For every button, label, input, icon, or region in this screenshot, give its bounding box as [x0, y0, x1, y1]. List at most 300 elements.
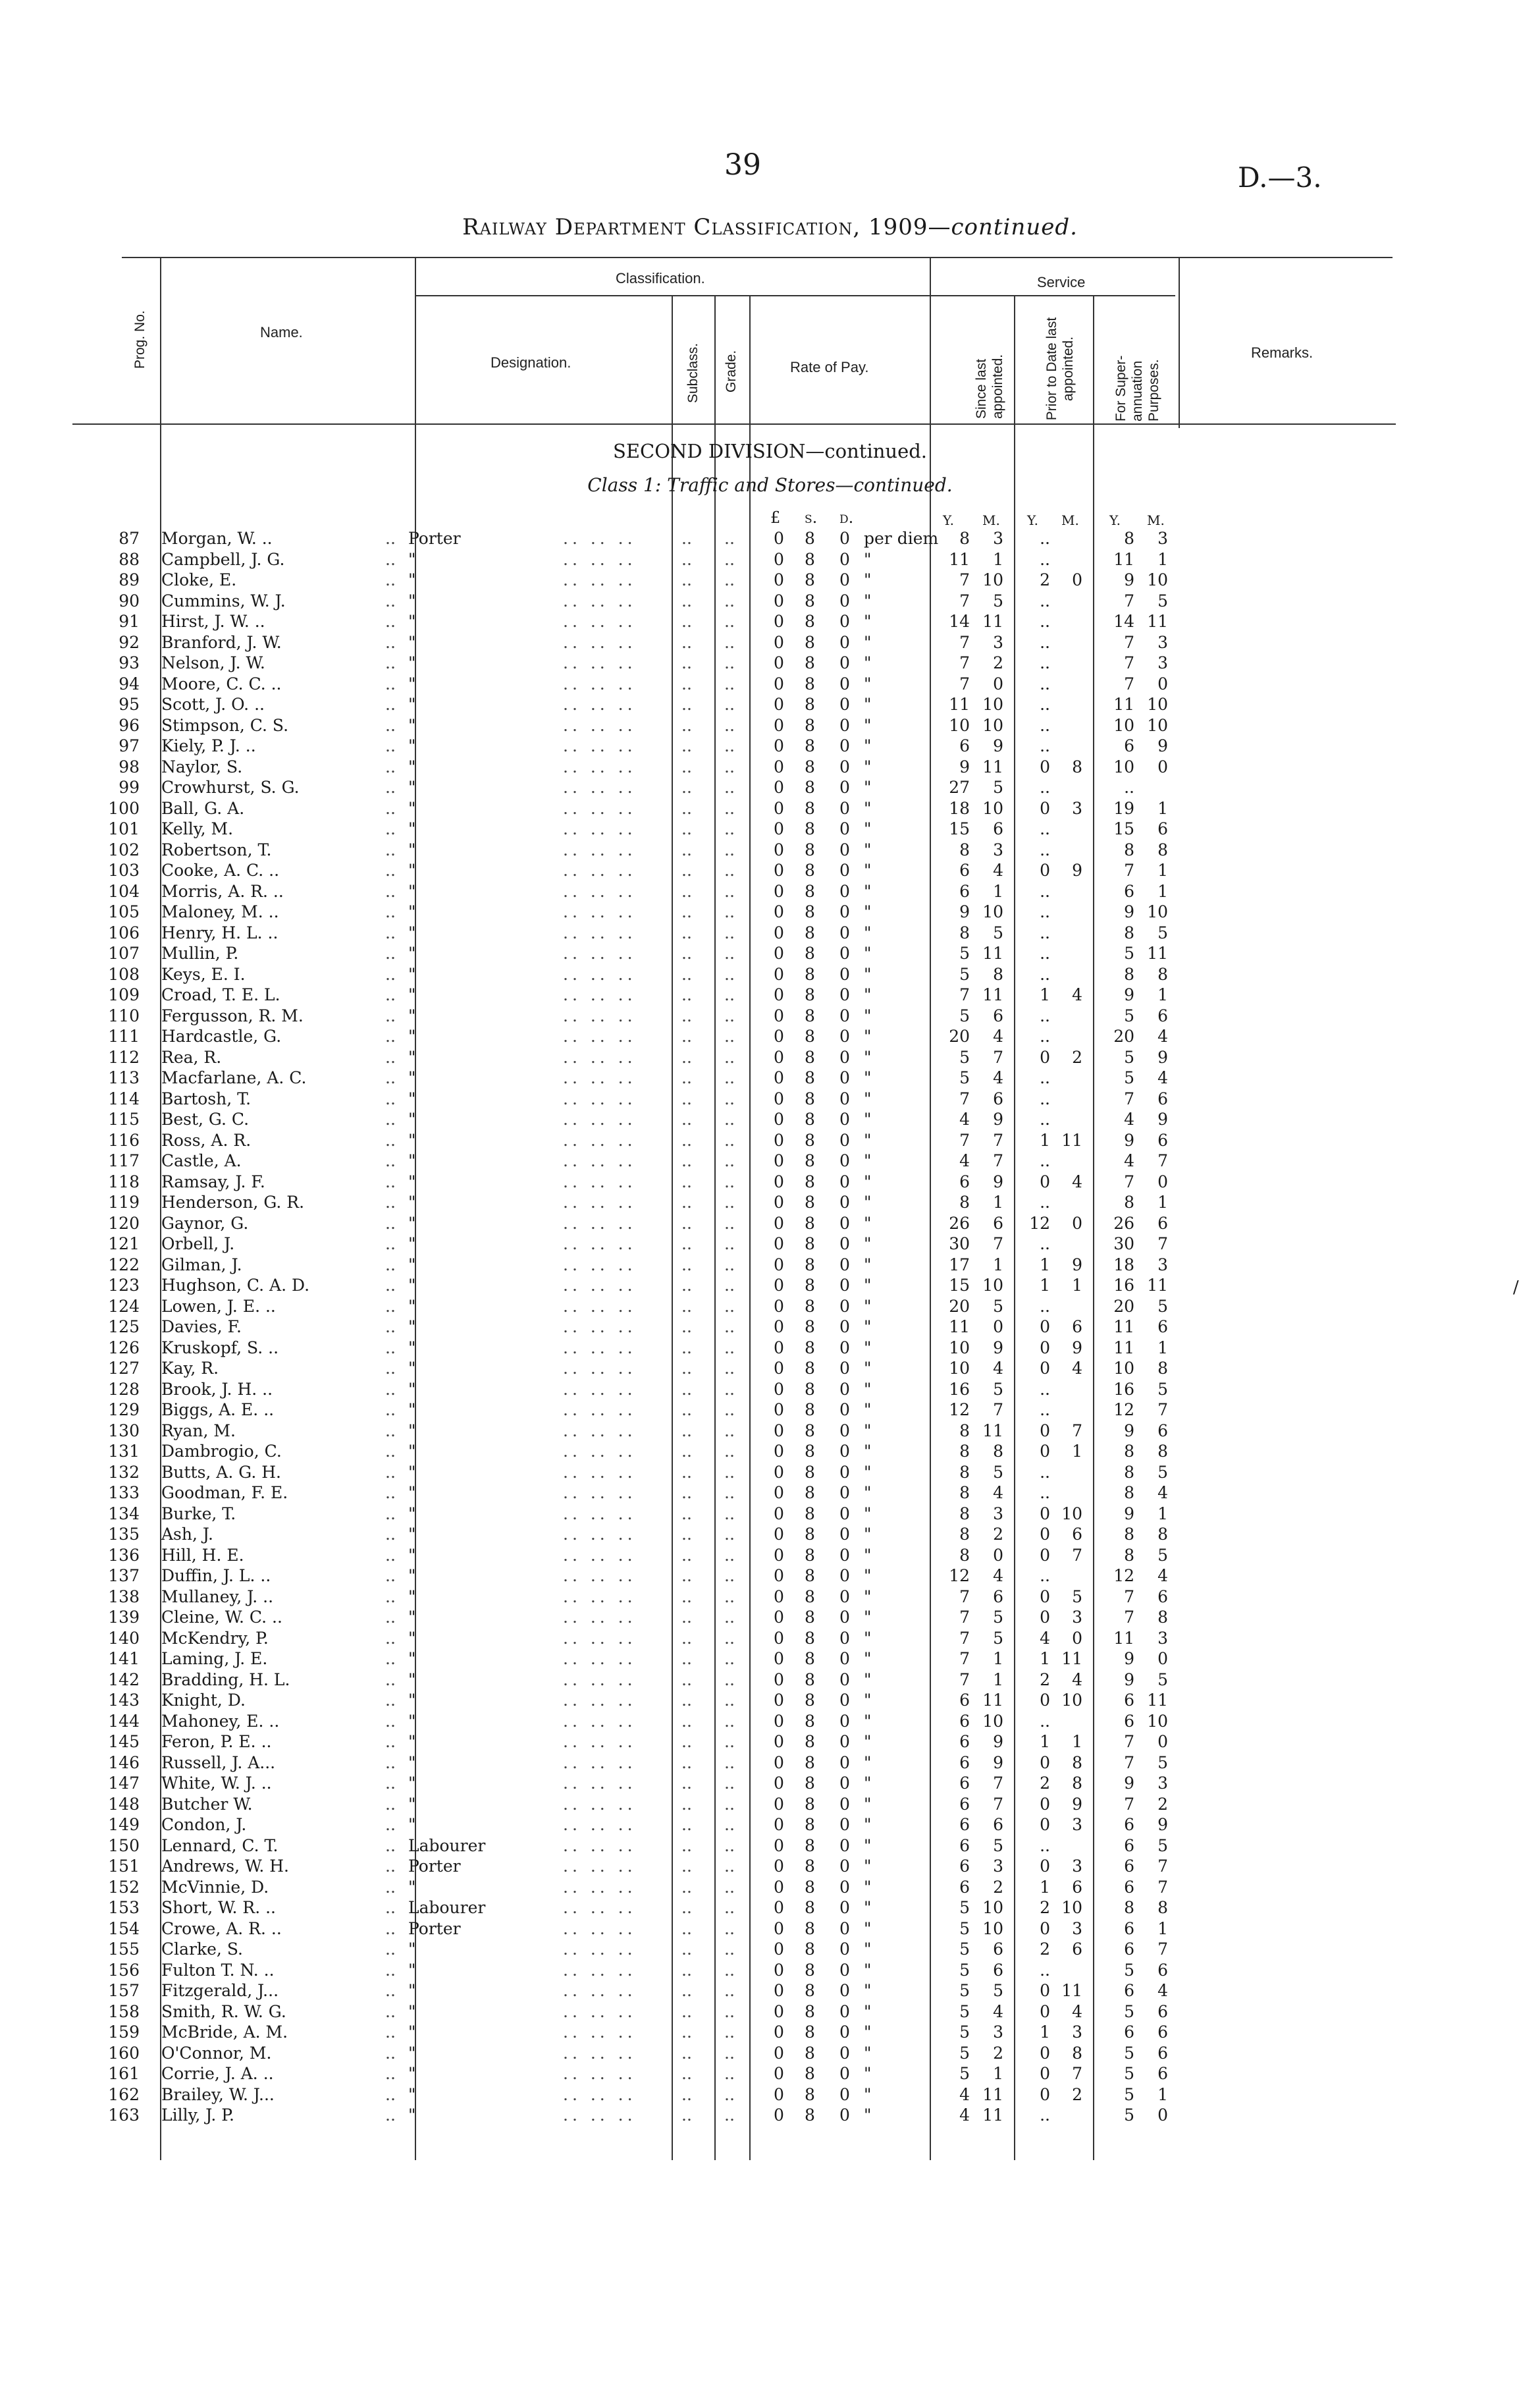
rate-pounds: 0 — [774, 985, 784, 1004]
leader-dots: .. — [724, 1483, 735, 1502]
designation: " — [408, 1151, 416, 1170]
rate-pence: 0 — [839, 2084, 850, 2104]
leader-dots: .. — [385, 1732, 396, 1751]
table-row — [0, 840, 1540, 861]
rate-pence: 0 — [839, 674, 850, 693]
since-months: 7 — [993, 1234, 1003, 1253]
since-months: 1 — [993, 1649, 1003, 1668]
leader-dots: .. — [724, 881, 735, 901]
rate-period: " — [864, 1857, 872, 1876]
rate-period: " — [864, 715, 872, 735]
designation: " — [408, 591, 416, 611]
table-row — [0, 964, 1540, 985]
table-row — [0, 674, 1540, 695]
leader-dots: .. .. .. — [563, 944, 637, 963]
rate-shillings: 8 — [805, 1068, 815, 1087]
super-years: 9 — [1124, 1774, 1134, 1793]
designation: " — [408, 1711, 416, 1731]
table-row — [0, 1607, 1540, 1628]
since-years: 8 — [959, 1193, 970, 1212]
designation: " — [408, 1566, 416, 1585]
leader-dots: .. — [385, 861, 396, 880]
header-name: Name. — [260, 324, 303, 340]
rate-period: " — [864, 591, 872, 611]
super-months: 1 — [1157, 1504, 1168, 1523]
rate-shillings: 8 — [805, 2022, 815, 2042]
since-months: 11 — [982, 612, 1003, 631]
since-years: 4 — [959, 1110, 970, 1129]
since-months: 4 — [993, 1483, 1003, 1502]
super-years: 19 — [1113, 798, 1134, 818]
rate-shillings: 8 — [805, 1815, 815, 1834]
table-row — [0, 1960, 1540, 1981]
super-years: 11 — [1113, 1338, 1134, 1357]
prior-years: .. — [1040, 591, 1050, 611]
since-years: 5 — [959, 1047, 970, 1067]
rate-pence: 0 — [839, 1566, 850, 1585]
since-years: 5 — [959, 944, 970, 963]
prog-number: 99 — [119, 778, 140, 797]
leader-dots: .. — [385, 1089, 396, 1108]
since-months: 10 — [982, 715, 1003, 735]
since-years: 8 — [959, 1504, 970, 1523]
rate-period: " — [864, 2001, 872, 2021]
employee-name: Keys, E. I. — [161, 964, 246, 984]
rate-pence: 0 — [839, 1110, 850, 1129]
rate-pounds: 0 — [774, 2064, 784, 2083]
leader-dots: .. .. .. — [563, 1255, 637, 1274]
since-months: 0 — [993, 1317, 1003, 1336]
designation: " — [408, 2022, 416, 2042]
leader-dots: .. — [681, 1110, 692, 1129]
employee-name: Butts, A. G. H. — [161, 1462, 281, 1482]
rate-period: " — [864, 695, 872, 714]
leader-dots: .. — [724, 1794, 735, 1814]
table-row — [0, 1047, 1540, 1068]
prior-years: 0 — [1040, 1047, 1050, 1067]
prog-number: 130 — [108, 1421, 140, 1440]
rate-period: " — [864, 881, 872, 901]
prior-years: .. — [1040, 549, 1050, 569]
rate-shillings: 8 — [805, 1981, 815, 2000]
rate-shillings: 8 — [805, 923, 815, 942]
prog-number: 153 — [108, 1898, 140, 1917]
leader-dots: .. .. .. — [563, 612, 637, 631]
rate-pence: 0 — [839, 653, 850, 672]
leader-dots: .. — [724, 964, 735, 984]
rate-pounds: 0 — [774, 1960, 784, 1980]
rate-pounds: 0 — [774, 2001, 784, 2021]
table-row — [0, 1939, 1540, 1960]
rate-pounds: 0 — [774, 1918, 784, 1938]
leader-dots: .. — [724, 985, 735, 1004]
leader-dots: .. — [385, 1960, 396, 1980]
super-months: 9 — [1157, 1047, 1168, 1067]
prior-years: 0 — [1040, 1981, 1050, 2000]
since-years: 7 — [959, 570, 970, 589]
super-months: 1 — [1157, 985, 1168, 1004]
employee-name: Andrews, W. H. — [161, 1857, 289, 1876]
rate-pounds: 0 — [774, 923, 784, 942]
table-row — [0, 757, 1540, 778]
prior-years: 0 — [1040, 1545, 1050, 1565]
designation: " — [408, 1172, 416, 1191]
prior-years: 0 — [1040, 2001, 1050, 2021]
since-years: 7 — [959, 1669, 970, 1689]
table-row — [0, 1068, 1540, 1089]
prior-months: 1 — [1072, 1276, 1082, 1295]
leader-dots: .. — [724, 1317, 735, 1336]
rate-pounds: 0 — [774, 591, 784, 611]
employee-name: Clarke, S. — [161, 1940, 243, 1959]
prior-years: 0 — [1040, 1421, 1050, 1440]
prog-number: 131 — [108, 1442, 140, 1461]
super-months: 3 — [1157, 653, 1168, 672]
leader-dots: .. .. .. — [563, 1566, 637, 1585]
since-months: 1 — [993, 881, 1003, 901]
super-months: 7 — [1157, 1857, 1168, 1876]
leader-dots: .. — [385, 1234, 396, 1253]
designation: " — [408, 1525, 416, 1544]
since-years: 18 — [949, 798, 970, 818]
leader-dots: .. — [724, 944, 735, 963]
prior-years: .. — [1040, 612, 1050, 631]
table-row — [0, 2022, 1540, 2043]
since-years: 20 — [949, 1027, 970, 1046]
rate-period: " — [864, 1130, 872, 1150]
rate-pence: 0 — [839, 2064, 850, 2083]
super-months: 3 — [1157, 529, 1168, 548]
leader-dots: .. — [385, 1608, 396, 1627]
super-years: 5 — [1124, 1960, 1134, 1980]
since-years: 7 — [959, 1130, 970, 1150]
leader-dots: .. — [681, 1898, 692, 1917]
table-row — [0, 736, 1540, 757]
header-top-rule — [122, 257, 1393, 258]
prog-number: 119 — [108, 1193, 140, 1212]
prior-months: 3 — [1072, 1918, 1082, 1938]
rate-period: " — [864, 1359, 872, 1378]
employee-name: O'Connor, M. — [161, 2043, 272, 2063]
employee-name: Rea, R. — [161, 1047, 222, 1067]
table-row — [0, 1234, 1540, 1255]
leader-dots: .. — [385, 1628, 396, 1648]
leader-dots: .. — [681, 1317, 692, 1336]
leader-dots: .. .. .. — [563, 570, 637, 589]
leader-dots: .. — [681, 1587, 692, 1606]
leader-dots: .. .. .. — [563, 778, 637, 797]
prior-months: 10 — [1061, 1691, 1082, 1710]
rate-pence: 0 — [839, 1255, 850, 1274]
rate-period: " — [864, 1421, 872, 1440]
rate-pounds: 0 — [774, 1400, 784, 1419]
leader-dots: .. .. .. — [563, 1068, 637, 1087]
prior-years: 0 — [1040, 1172, 1050, 1191]
employee-name: Gaynor, G. — [161, 1213, 249, 1233]
rate-pounds: 0 — [774, 819, 784, 838]
leader-dots: .. .. .. — [563, 798, 637, 818]
leader-dots: .. — [681, 1545, 692, 1565]
rate-pounds: 0 — [774, 1421, 784, 1440]
super-years: 10 — [1113, 757, 1134, 776]
designation: " — [408, 1628, 416, 1648]
employee-name: Smith, R. W. G. — [161, 2001, 286, 2021]
employee-name: Cloke, E. — [161, 570, 237, 589]
super-months: 9 — [1157, 1815, 1168, 1834]
super-years: 14 — [1113, 612, 1134, 631]
leader-dots: .. — [385, 1835, 396, 1855]
prior-years: .. — [1040, 653, 1050, 672]
leader-dots: .. .. .. — [563, 964, 637, 984]
since-months: 7 — [993, 1130, 1003, 1150]
prior-years: .. — [1040, 1234, 1050, 1253]
rate-pence: 0 — [839, 1317, 850, 1336]
leader-dots: .. — [681, 674, 692, 693]
prog-number: 155 — [108, 1940, 140, 1959]
table-row — [0, 2001, 1540, 2022]
prior-years: 0 — [1040, 2084, 1050, 2104]
table-row — [0, 1711, 1540, 1732]
super-years: 9 — [1124, 1669, 1134, 1689]
prior-years: .. — [1040, 632, 1050, 652]
since-years: 6 — [959, 1815, 970, 1834]
since-years: 17 — [949, 1255, 970, 1274]
rate-period: " — [864, 612, 872, 631]
rate-period: " — [864, 1027, 872, 1046]
super-years: 7 — [1124, 1752, 1134, 1772]
super-months: 1 — [1157, 798, 1168, 818]
rate-shillings: 8 — [805, 1566, 815, 1585]
prog-number: 103 — [108, 861, 140, 880]
employee-name: Fulton T. N. .. — [161, 1960, 275, 1980]
since-months: 7 — [993, 1400, 1003, 1419]
prior-years: .. — [1040, 1068, 1050, 1087]
prior-months: 8 — [1072, 2043, 1082, 2063]
since-years: 27 — [949, 778, 970, 797]
prog-number: 160 — [108, 2043, 140, 2063]
table-row — [0, 860, 1540, 881]
leader-dots: .. .. .. — [563, 1794, 637, 1814]
leader-dots: .. — [681, 2022, 692, 2042]
prior-years: 1 — [1040, 1130, 1050, 1150]
super-years: 4 — [1124, 1151, 1134, 1170]
leader-dots: .. .. .. — [563, 632, 637, 652]
super-years: 9 — [1124, 570, 1134, 589]
rate-pounds: 0 — [774, 1981, 784, 2000]
employee-name: Nelson, J. W. — [161, 653, 265, 672]
since-months: 1 — [993, 549, 1003, 569]
leader-dots: .. — [681, 1815, 692, 1834]
prog-number: 139 — [108, 1608, 140, 1627]
prior-years: 0 — [1040, 1691, 1050, 1710]
since-months: 2 — [993, 2043, 1003, 2063]
leader-dots: .. — [681, 1421, 692, 1440]
rate-shillings: 8 — [805, 778, 815, 797]
rate-pence: 0 — [839, 1898, 850, 1917]
leader-dots: .. .. .. — [563, 1774, 637, 1793]
rate-period: " — [864, 1442, 872, 1461]
leader-dots: .. — [724, 1151, 735, 1170]
rate-pounds: 0 — [774, 881, 784, 901]
rate-pence: 0 — [839, 591, 850, 611]
super-months: 6 — [1157, 1006, 1168, 1025]
prog-number: 140 — [108, 1628, 140, 1648]
table-row — [0, 1690, 1540, 1711]
prior-years: .. — [1040, 695, 1050, 714]
super-years: 9 — [1124, 1649, 1134, 1668]
rate-pence: 0 — [839, 715, 850, 735]
rate-pence: 0 — [839, 1276, 850, 1295]
super-months: 7 — [1157, 1400, 1168, 1419]
rate-shillings: 8 — [805, 1525, 815, 1544]
designation: " — [408, 653, 416, 672]
rate-period: " — [864, 1255, 872, 1274]
rate-shillings: 8 — [805, 1027, 815, 1046]
prior-years: .. — [1040, 1483, 1050, 1502]
rate-period: " — [864, 1587, 872, 1606]
leader-dots: .. — [385, 881, 396, 901]
leader-dots: .. .. .. — [563, 1213, 637, 1233]
rate-pence: 0 — [839, 819, 850, 838]
rate-pounds: 0 — [774, 1213, 784, 1233]
table-row — [0, 2084, 1540, 2105]
leader-dots: .. — [385, 1359, 396, 1378]
employee-name: Lilly, J. P. — [161, 2105, 234, 2125]
leader-dots: .. — [681, 1255, 692, 1274]
rate-pounds: 0 — [774, 1649, 784, 1668]
rate-pence: 0 — [839, 1379, 850, 1399]
prog-number: 138 — [108, 1587, 140, 1606]
designation: " — [408, 757, 416, 776]
leader-dots: .. — [681, 1918, 692, 1938]
designation: " — [408, 1193, 416, 1212]
employee-name: Cummins, W. J. — [161, 591, 286, 611]
super-months: 1 — [1157, 2084, 1168, 2104]
leader-dots: .. — [385, 1151, 396, 1170]
since-months: 3 — [993, 529, 1003, 548]
leader-dots: .. — [385, 632, 396, 652]
rate-pence: 0 — [839, 1525, 850, 1544]
super-months: 6 — [1157, 819, 1168, 838]
rate-pence: 0 — [839, 1877, 850, 1897]
rate-period: " — [864, 1566, 872, 1585]
leader-dots: .. — [681, 1566, 692, 1585]
rate-period: " — [864, 944, 872, 963]
leader-dots: .. .. .. — [563, 2105, 637, 2125]
super-years: 9 — [1124, 902, 1134, 921]
since-years: 6 — [959, 1774, 970, 1793]
leader-dots: .. .. .. — [563, 1130, 637, 1150]
super-years: 7 — [1124, 1732, 1134, 1751]
employee-name: Robertson, T. — [161, 840, 272, 859]
table-row — [0, 1441, 1540, 1462]
leader-dots: .. .. .. — [563, 1691, 637, 1710]
prior-months: 8 — [1072, 757, 1082, 776]
since-years: 6 — [959, 1691, 970, 1710]
rate-shillings: 8 — [805, 1462, 815, 1482]
leader-dots: .. — [681, 944, 692, 963]
leader-dots: .. — [385, 1566, 396, 1585]
super-months: 7 — [1157, 1151, 1168, 1170]
super-months: 5 — [1157, 1835, 1168, 1855]
designation: " — [408, 923, 416, 942]
rate-period: " — [864, 1379, 872, 1399]
rate-pounds: 0 — [774, 653, 784, 672]
leader-dots: .. — [385, 1504, 396, 1523]
rate-period: " — [864, 1234, 872, 1253]
rate-period: " — [864, 1296, 872, 1316]
since-years: 5 — [959, 2043, 970, 2063]
prior-years: .. — [1040, 1400, 1050, 1419]
super-months: 6 — [1157, 2001, 1168, 2021]
table-row — [0, 570, 1540, 591]
prog-number: 147 — [108, 1774, 140, 1793]
rate-period: " — [864, 923, 872, 942]
prior-years: 0 — [1040, 1752, 1050, 1772]
table-row — [0, 985, 1540, 1006]
rate-pence: 0 — [839, 1089, 850, 1108]
prog-number: 141 — [108, 1649, 140, 1668]
since-months: 5 — [993, 1296, 1003, 1316]
leader-dots: .. .. .. — [563, 1234, 637, 1253]
super-months: 9 — [1157, 1110, 1168, 1129]
rate-pounds: 0 — [774, 1877, 784, 1897]
prior-years: 2 — [1040, 1669, 1050, 1689]
rate-pence: 0 — [839, 1296, 850, 1316]
super-years: 8 — [1124, 1483, 1134, 1502]
prog-number: 127 — [108, 1359, 140, 1378]
super-years: 26 — [1113, 1213, 1134, 1233]
leader-dots: .. — [385, 1774, 396, 1793]
prog-number: 152 — [108, 1877, 140, 1897]
prior-years: 2 — [1040, 1774, 1050, 1793]
rate-pounds: 0 — [774, 1483, 784, 1502]
rate-shillings: 8 — [805, 1213, 815, 1233]
since-months: 10 — [982, 1918, 1003, 1938]
leader-dots: .. — [681, 1359, 692, 1378]
since-years: 4 — [959, 1151, 970, 1170]
leader-dots: .. — [681, 798, 692, 818]
leader-dots: .. — [724, 1857, 735, 1876]
unit-month-super: M. — [1147, 512, 1165, 528]
super-months: 8 — [1157, 964, 1168, 984]
rate-pounds: 0 — [774, 861, 784, 880]
leader-dots: .. .. .. — [563, 1835, 637, 1855]
rate-pence: 0 — [839, 1794, 850, 1814]
since-years: 8 — [959, 1421, 970, 1440]
employee-name: Orbell, J. — [161, 1234, 235, 1253]
since-years: 10 — [949, 1338, 970, 1357]
since-months: 11 — [982, 985, 1003, 1004]
super-years: 5 — [1124, 1068, 1134, 1087]
rate-pounds: 0 — [774, 1462, 784, 1482]
prog-number: 117 — [108, 1151, 140, 1170]
rate-pence: 0 — [839, 1483, 850, 1502]
rate-period: " — [864, 570, 872, 589]
since-years: 8 — [959, 1462, 970, 1482]
leader-dots: .. .. .. — [563, 591, 637, 611]
rate-period: " — [864, 1815, 872, 1834]
unit-pence: d. — [839, 508, 854, 527]
super-months: 7 — [1157, 1877, 1168, 1897]
rate-pence: 0 — [839, 1545, 850, 1565]
super-months: 4 — [1157, 1981, 1168, 2000]
leader-dots: .. — [724, 591, 735, 611]
rate-pence: 0 — [839, 1006, 850, 1025]
prior-months: 7 — [1072, 1421, 1082, 1440]
prior-years: 0 — [1040, 1317, 1050, 1336]
prog-number: 111 — [108, 1027, 140, 1046]
